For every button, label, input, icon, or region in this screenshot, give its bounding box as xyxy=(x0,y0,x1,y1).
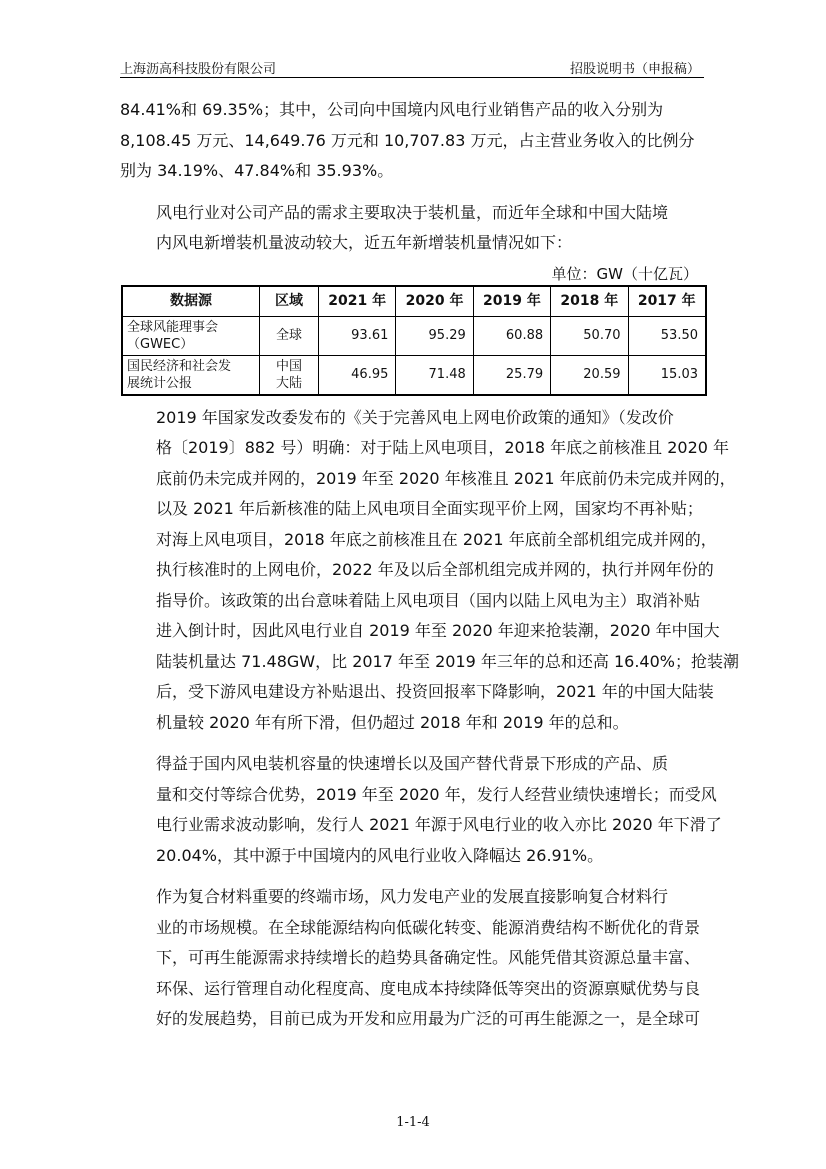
text-line: 后，受下游风电建设方补贴退出、投资回报率下降影响，2021 年的中国大陆装 xyxy=(156,682,714,701)
text-line: 陆装机量达 71.48GW，比 2017 年至 2019 年三年的总和还高 16.40%；抢装潮 xyxy=(156,651,739,671)
table-header-row xyxy=(122,286,706,317)
text-line: 对海上风电项目，2018 年底之前核准且在 2021 年底前全部机组完成并网的， xyxy=(156,529,717,549)
region-cell: 全球 xyxy=(260,316,319,355)
text-line: 量和交付等综合优势，2019 年至 2020 年，发行人经营业绩快速增长；而受风 xyxy=(156,784,717,804)
column-header: 2019 年 xyxy=(473,286,550,317)
column-header: 2017 年 xyxy=(628,286,706,317)
text-line: 别为 34.19%、47.84%和 35.93%。 xyxy=(120,161,394,180)
text-line: 以及 2021 年后新核准的陆上风电项目全面实现平价上网，国家均不再补贴； xyxy=(156,499,703,518)
text-line: 机量较 2020 年有所下滑，但仍超过 2018 年和 2019 年的总和。 xyxy=(156,712,629,732)
page-header xyxy=(120,55,704,78)
value-cell: 20.59 xyxy=(551,355,628,395)
text-line: 作为复合材料重要的终端市场，风力发电产业的发展直接影响复合材料行 xyxy=(156,887,669,906)
paragraph-growth xyxy=(120,749,722,871)
main-content xyxy=(120,95,739,1035)
value-cell: 25.79 xyxy=(473,355,550,395)
value-cell: 15.03 xyxy=(628,355,706,395)
column-header: 2021 年 xyxy=(319,286,396,317)
value-cell: 53.50 xyxy=(628,316,706,355)
column-header: 2020 年 xyxy=(396,286,473,317)
text-line: 内风电新增装机量波动较大，近五年新增装机量情况如下： xyxy=(156,233,573,252)
table-row xyxy=(122,355,706,395)
value-cell: 50.70 xyxy=(551,316,628,355)
installed-capacity-table xyxy=(121,285,707,396)
column-header: 数据源 xyxy=(122,286,260,317)
text-line: 风电行业对公司产品的需求主要取决于装机量，而近年全球和中国大陆境 xyxy=(156,202,669,222)
paragraph-market xyxy=(120,882,708,1035)
paragraph-demand xyxy=(120,198,708,259)
text-line: 好的发展趋势，目前已成为开发和应用最为广泛的可再生能源之一，是全球可 xyxy=(156,1009,701,1028)
text-line: 20.04%，其中源于中国境内的风电行业收入降幅达 26.91%。 xyxy=(156,845,604,865)
text-line: 下，可再生能源需求持续增长的趋势具备确定性。风能凭借其资源总量丰富、 xyxy=(156,948,701,967)
text-line: 底前仍未完成并网的，2019 年至 2020 年核准且 2021 年底前仍未完成并网的， xyxy=(156,468,736,488)
value-cell: 93.61 xyxy=(319,316,396,355)
text-line: 2019 年国家发改委发布的《关于完善风电上网电价政策的通知》（发改价 xyxy=(156,407,674,427)
column-header: 2018 年 xyxy=(551,286,628,317)
value-cell: 46.95 xyxy=(319,355,396,395)
source-cell: 国民经济和社会发 展统计公报 xyxy=(122,355,260,395)
value-cell: 60.88 xyxy=(473,316,550,355)
text-line: 进入倒计时，因此风电行业自 2019 年至 2020 年迎来抢装潮，2020 年中国大 xyxy=(156,621,720,640)
text-line: 84.41%和 69.35%；其中，公司向中国境内风电行业销售产品的收入分别为 xyxy=(120,100,664,119)
text-line: 执行核准时的上网电价，2022 年及以后全部机组完成并网的，执行并网年份的 xyxy=(156,560,714,579)
paragraph-revenue xyxy=(120,95,708,187)
text-line: 环保、运行管理自动化程度高、度电成本持续降低等突出的资源禀赋优势与良 xyxy=(156,978,701,998)
company-name: 上海沥高科技股份有限公司 xyxy=(120,62,277,77)
source-cell: 全球风能理事会 （GWEC） xyxy=(122,316,260,355)
column-header: 区域 xyxy=(260,286,319,317)
text-line: 得益于国内风电装机容量的快速增长以及国产替代背景下形成的产品、质 xyxy=(156,754,669,773)
page-number: 1-1-4 xyxy=(396,1115,430,1130)
text-line: 指导价。该政策的出台意味着陆上风电项目（国内以陆上风电为主）取消补贴 xyxy=(156,590,701,610)
table-unit-label: 单位：GW（十亿瓦） xyxy=(551,264,698,283)
text-line: 格〔2019〕882 号）明确：对于陆上风电项目，2018 年底之前核准且 2020 年 xyxy=(156,438,730,457)
text-line: 8,108.45 万元、14,649.76 万元和 10,707.83 万元，占主营业务收入的比例分 xyxy=(120,130,695,150)
value-cell: 71.48 xyxy=(396,355,473,395)
value-cell: 95.29 xyxy=(396,316,473,355)
document-type: 招股说明书（申报稿） xyxy=(569,62,700,77)
paragraph-policy xyxy=(120,403,739,739)
region-cell: 中国 大陆 xyxy=(260,355,319,395)
text-line: 电行业需求波动影响，发行人 2021 年源于风电行业的收入亦比 2020 年下滑了 xyxy=(156,815,722,834)
table-row xyxy=(122,316,706,355)
text-line: 业的市场规模。在全球能源结构向低碳化转变、能源消费结构不断优化的背景 xyxy=(156,917,701,937)
